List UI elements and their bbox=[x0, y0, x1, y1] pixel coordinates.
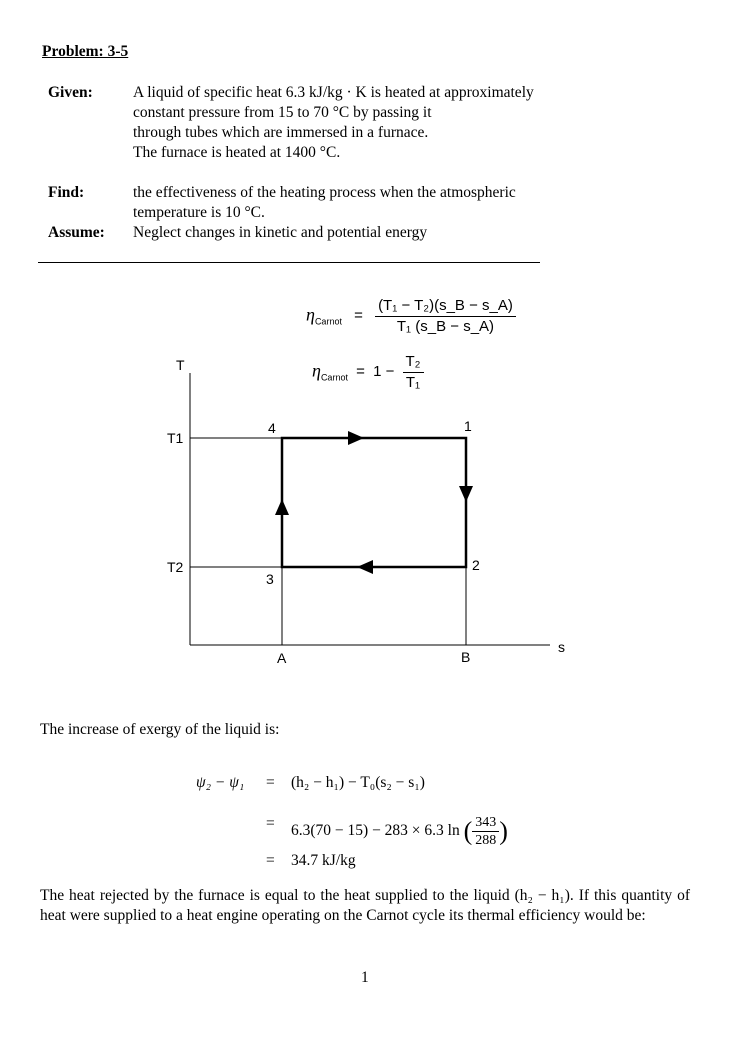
eq-line-2 bbox=[291, 814, 508, 849]
eta-symbol: η bbox=[306, 304, 315, 325]
numerator: (T₁ − T₂)(s_B − s_A) bbox=[375, 296, 516, 317]
equals-sign: = bbox=[356, 363, 365, 381]
rhs: 1 − bbox=[373, 363, 395, 381]
given-label: Given: bbox=[48, 84, 93, 101]
state-1-label: 1 bbox=[464, 418, 472, 434]
t-axis-label: T bbox=[176, 357, 185, 373]
given-line: A liquid of specific heat 6.3 kJ/kg · K is heated at approximately bbox=[133, 84, 534, 101]
numerator: T₂ bbox=[403, 352, 424, 373]
given-line: through tubes which are immersed in a furnace. bbox=[133, 124, 429, 141]
s-b-label: B bbox=[461, 649, 471, 665]
denominator: 288 bbox=[475, 833, 497, 848]
assume-label: Assume: bbox=[48, 224, 105, 241]
exergy-intro: The increase of exergy of the liquid is: bbox=[40, 721, 280, 738]
denominator: T₁ bbox=[405, 374, 421, 391]
paren-open: ( bbox=[463, 816, 473, 846]
find-line: temperature is 10 °C. bbox=[133, 204, 265, 221]
problem-title: Problem: 3-5 bbox=[42, 43, 129, 60]
arrow-down bbox=[459, 486, 473, 502]
s-axis-label: s bbox=[558, 639, 565, 655]
eta-symbol: η bbox=[312, 360, 321, 381]
denominator: T₁ (s_B − s_A) bbox=[396, 318, 495, 335]
state-4-label: 4 bbox=[268, 420, 276, 436]
t1-label: T1 bbox=[167, 430, 184, 446]
page-number: 1 bbox=[361, 969, 369, 986]
closing-paragraph: The heat rejected by the furnace is equal to the heat supplied to the liquid (h₂ − h₁). If this quantity of heat were supplied to a heat engine operating on the Carnot cycle its thermal efficiency would be: bbox=[40, 887, 690, 924]
eta-subscript: Carnot bbox=[320, 372, 348, 383]
s-a-label: A bbox=[277, 650, 287, 666]
eq-lhs: ψ₂ − ψ₁ bbox=[196, 774, 245, 791]
eq-line-1: (h₂ − h₁) − T₀(s₂ − s₁) bbox=[291, 774, 425, 791]
paren-close: ) bbox=[499, 816, 508, 846]
t2-label: T2 bbox=[167, 559, 184, 575]
numerator: 343 bbox=[472, 814, 499, 832]
eq-sign: = bbox=[266, 774, 275, 791]
given-line: The furnace is heated at 1400 °C. bbox=[133, 144, 341, 161]
eq-sign: = bbox=[266, 852, 275, 869]
arrow-right bbox=[348, 431, 364, 445]
eq-sign: = bbox=[266, 815, 275, 832]
state-3-label: 3 bbox=[266, 571, 274, 587]
find-label: Find: bbox=[48, 184, 85, 201]
find-line: the effectiveness of the heating process when the atmospheric bbox=[133, 184, 516, 201]
arrow-left bbox=[357, 560, 373, 574]
eq-line-3: 34.7 kJ/kg bbox=[291, 852, 356, 869]
assume-text: Neglect changes in kinetic and potential energy bbox=[133, 224, 428, 241]
state-2-label: 2 bbox=[472, 557, 480, 573]
given-line: constant pressure from 15 to 70 °C by passing it bbox=[133, 104, 432, 121]
eq-line-2-text: 6.3(70 − 15) − 283 × 6.3 ln bbox=[291, 822, 460, 840]
arrow-up bbox=[275, 499, 289, 515]
equals-sign: = bbox=[354, 307, 363, 325]
eta-subscript: Carnot bbox=[314, 316, 342, 327]
carnot-cycle bbox=[282, 438, 466, 567]
